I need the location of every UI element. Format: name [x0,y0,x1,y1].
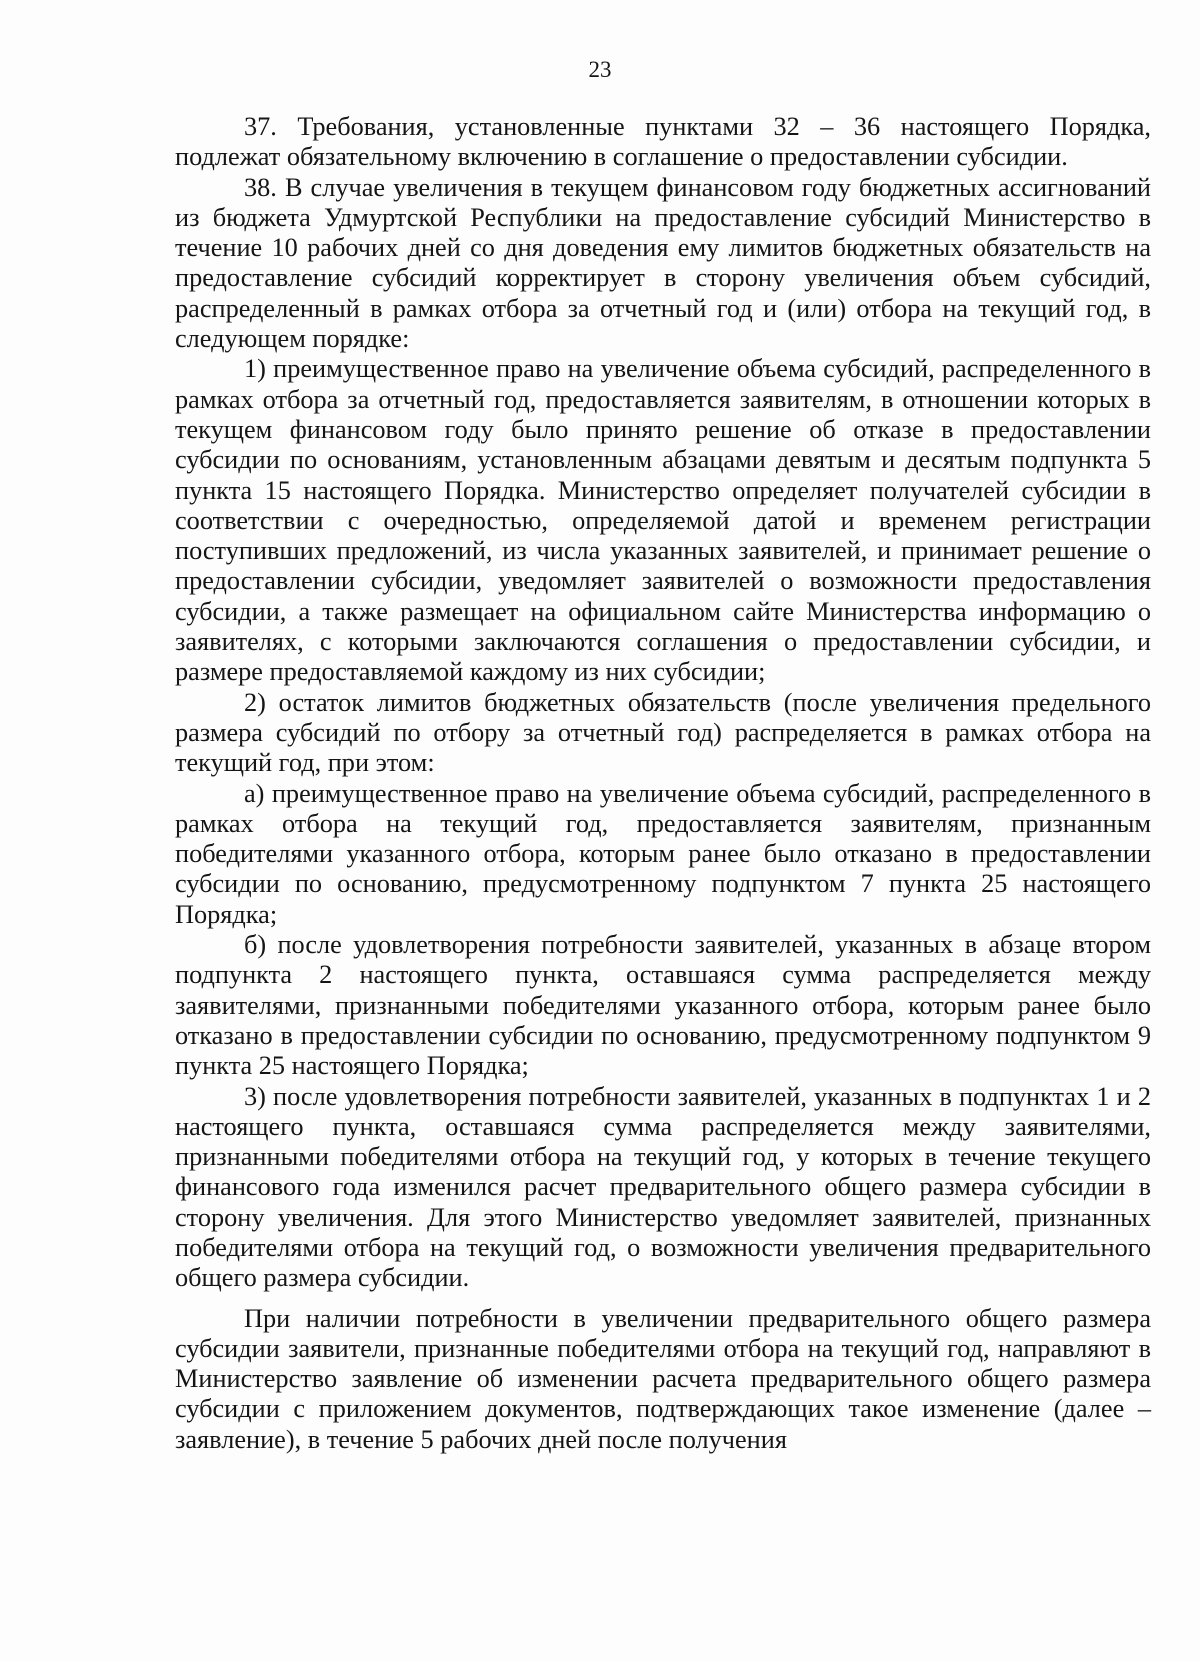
subparagraph-2b: б) после удовлетворения потребности заявителей, указанных в абзаце втором подпункта 2 настоящего пункта, оставшаяся сумма распределяется между заявителями, признанными победителями указанного отбора, которым ранее было отказано в предоставлении субсидии по основанию, предусмотренному подпунктом 9 пункта 25 настоящего Порядка; [175,930,1151,1081]
paragraph-application: При наличии потребности в увеличении предварительного общего размера субсидии заявители, признанные победителями отбора на текущий год, направляют в Министерство заявление об изменении расчета предварительного общего размера субсидии с приложением документов, подтверждающих такое изменение (далее – заявление), в течение 5 рабочих дней после получения [175,1303,1151,1454]
paragraph-37: 37. Требования, установленные пунктами 32 – 36 настоящего Порядка, подлежат обязательному включению в соглашение о предоставлении субсидии. [175,112,1151,172]
subparagraph-3: 3) после удовлетворения потребности заявителей, указанных в подпунктах 1 и 2 настоящего пункта, оставшаяся сумма распределяется между заявителями, признанными победителями отбора на текущий год, у которых в течение текущего финансового года изменился расчет предварительного общего размера субсидии в сторону увеличения. Для этого Министерство уведомляет заявителей, признанных победителями отбора на текущий год, о возможности увеличения предварительного общего размера субсидии. [175,1081,1151,1293]
paragraph-38: 38. В случае увеличения в текущем финансовом году бюджетных ассигнований из бюджета Удмуртской Республики на предоставление субсидий Министерство в течение 10 рабочих дней со дня доведения ему лимитов бюджетных обязательств на предоставление субсидий корректирует в сторону увеличения объем субсидий, распределенный в рамках отбора за отчетный год и (или) отбора на текущий год, в следующем порядке: [175,172,1151,354]
subparagraph-2a: а) преимущественное право на увеличение объема субсидий, распределенного в рамках отбора на текущий год, предоставляется заявителям, признанным победителями указанного отбора, которым ранее было отказано в предоставлении субсидии по основанию, предусмотренному подпунктом 7 пункта 25 настоящего Порядка; [175,778,1151,929]
document-body [175,112,1151,1455]
subparagraph-1: 1) преимущественное право на увеличение объема субсидий, распределенного в рамках отбора за отчетный год, предоставляется заявителям, в отношении которых в текущем финансовом году было принято решение об отказе в предоставлении субсидии по основаниям, установленным абзацами девятым и десятым подпункта 5 пункта 15 настоящего Порядка. Министерство определяет получателей субсидии в соответствии с очередностью, определяемой датой и временем регистрации поступивших предложений, из числа указанных заявителей, и принимает решение о предоставлении субсидии, уведомляет заявителей о возможности предоставления субсидии, а также размещает на официальном сайте Министерства информацию о заявителях, с которыми заключаются соглашения о предоставлении субсидии, и размере предоставляемой каждому из них субсидии; [175,354,1151,687]
page-number: 23 [588,57,612,82]
subparagraph-2: 2) остаток лимитов бюджетных обязательств (после увеличения предельного размера субсидий по отбору за отчетный год) распределяется в рамках отбора на текущий год, при этом: [175,687,1151,778]
